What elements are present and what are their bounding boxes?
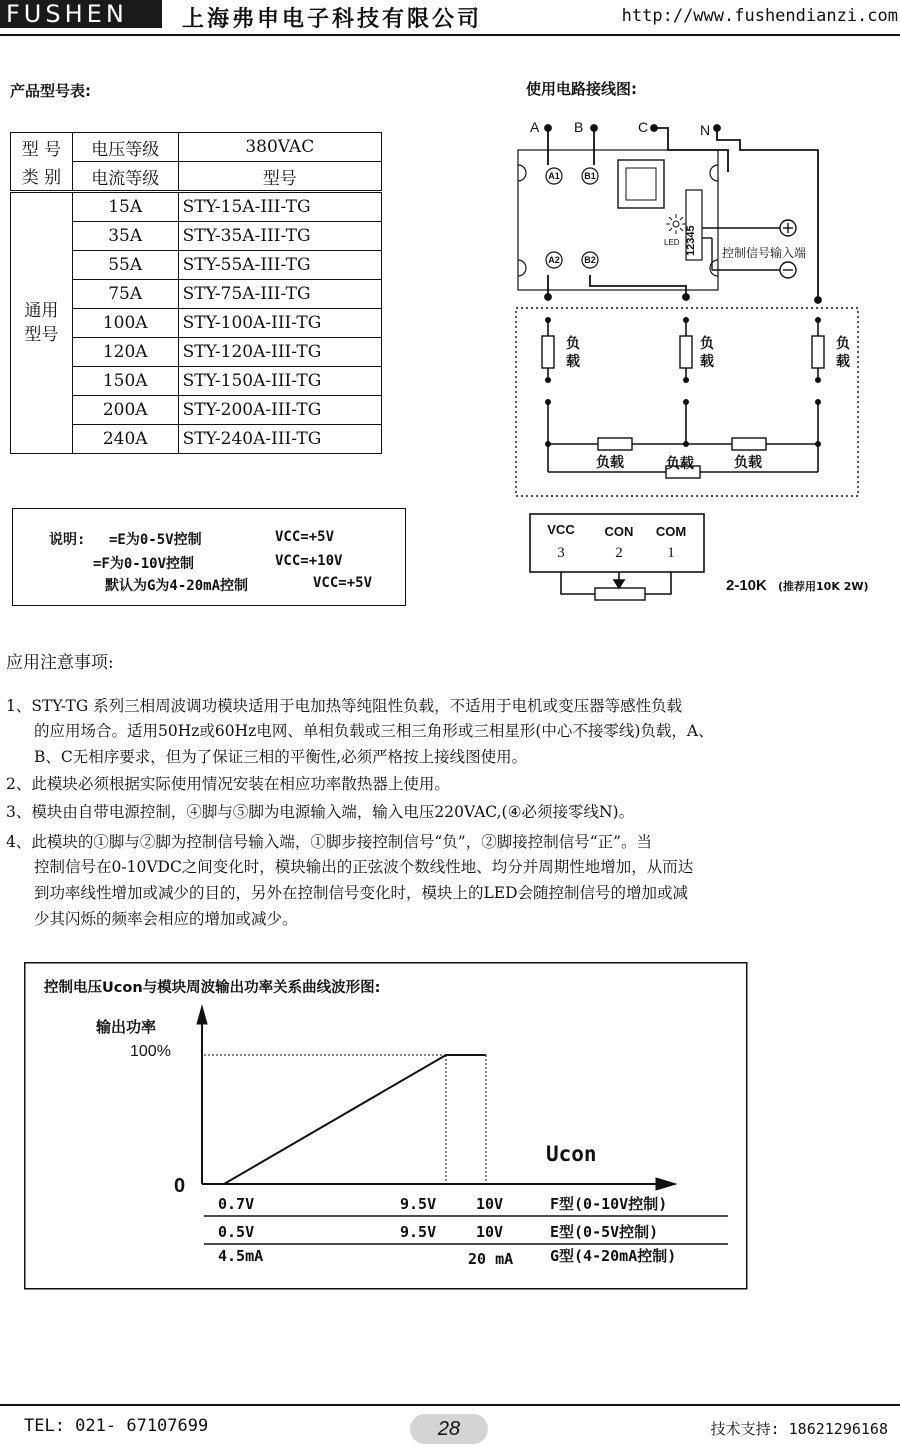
notes-line: 1、STY-TG 系列三相周波调功模块适用于电加热等纯阻性负载，不适用于电机或变压器等感性负载 (6, 697, 683, 715)
table-row-model: STY-100A-III-TG (178, 309, 381, 338)
load-label-3a: 负 (836, 336, 850, 352)
origin-label: 0 (174, 1175, 186, 1197)
note-g-text: 默认为G为4-20mA控制 (105, 578, 249, 594)
table-row-current: 75A (72, 280, 178, 309)
pot-note: (推荐用10K 2W) (778, 580, 869, 593)
g-end: 20 mA (468, 1250, 514, 1268)
load-label-1a: 负 (566, 336, 580, 352)
power-curve-line (224, 1055, 486, 1184)
terminal-a-label: A (530, 119, 540, 135)
wiring-diagram (500, 110, 900, 610)
e-mid: 9.5V (400, 1223, 437, 1241)
load-label-5: 负载 (734, 455, 762, 471)
table-row-model: STY-75A-III-TG (178, 280, 381, 309)
g-type: G型(4-20mA控制) (550, 1247, 677, 1265)
load-label-1b: 载 (566, 354, 580, 370)
table-row-current: 35A (72, 222, 178, 251)
wiring-title: 使用电路接线图: (526, 80, 637, 98)
table-row-model: STY-200A-III-TG (178, 396, 381, 425)
table-row-current: 240A (72, 425, 178, 454)
page-number: 28 (410, 1414, 488, 1444)
table-row-current: 15A (72, 192, 178, 222)
footer-support: 技术支持: 18621296168 (710, 1420, 888, 1438)
model-table (10, 132, 382, 454)
f-mid: 9.5V (400, 1195, 437, 1213)
f-start: 0.7V (218, 1195, 255, 1213)
con-label: CON (604, 524, 634, 539)
notes-line: 少其闪烁的频率会相应的增加或减少。 (34, 910, 298, 928)
table-row-model: STY-15A-III-TG (178, 192, 381, 222)
company-name: 上海弗申电子科技有限公司 (182, 7, 483, 32)
led-label: LED (664, 238, 680, 247)
load-label-2b: 载 (700, 354, 714, 370)
notes-line: 4、此模块的①脚与②脚为控制信号输入端，①脚步接控制信号“负”，②脚接控制信号“正”。当 (6, 833, 653, 851)
notes-line: 2、此模块必须根据实际使用情况安装在相应功率散热器上使用。 (6, 775, 450, 793)
table-row-model: STY-150A-III-TG (178, 367, 381, 396)
group-label: 通用 型号 (11, 192, 73, 454)
g-start: 4.5mA (218, 1247, 264, 1265)
brand-logo: FUSHEN (0, 0, 162, 28)
pin-b1-label: B1 (584, 171, 596, 181)
table-row-current: 200A (72, 396, 178, 425)
notes-line: 控制信号在0-10VDC之间变化时，模块输出的正弦波个数线性地、均分并周期性地增加，从而达 (34, 858, 694, 876)
pin-b2-label: B2 (584, 255, 596, 265)
note-f-vcc: VCC=+10V (275, 553, 343, 569)
control-note-box (12, 508, 406, 606)
notes-line: 3、模块由自带电源控制，④脚与⑤脚为电源输入端，输入电压220VAC,(④必须接零线N)。 (6, 803, 635, 821)
load-label-3b: 载 (836, 354, 850, 370)
notes-line: B、C无相序要求，但为了保证三相的平衡性,必须严格按上接线图使用。 (34, 748, 528, 766)
con-number: 2 (615, 545, 623, 561)
e-type: E型(0-5V控制) (550, 1223, 659, 1241)
current-label: 电流等级 (72, 162, 178, 192)
load-label-2a: 负 (700, 336, 714, 352)
table-row-model: STY-240A-III-TG (178, 425, 381, 454)
pin-a2-label: A2 (548, 255, 560, 265)
header-type-label: 型 号 (11, 133, 73, 162)
pin-a1-label: A1 (548, 171, 560, 181)
table-row-model: STY-120A-III-TG (178, 338, 381, 367)
note-e-vcc: VCC=+5V (275, 529, 335, 545)
y-axis-label: 输出功率 (96, 1018, 157, 1036)
x-axis-label: Ucon (546, 1142, 597, 1166)
terminal-n-label: N (700, 122, 711, 138)
notes-line: 的应用场合。适用50Hz或60Hz电网、单相负载或三相三角形或三相星形(中心不接零线)负载，A、 (34, 722, 714, 740)
com-number: 1 (667, 545, 675, 561)
terminal-c-label: C (638, 119, 649, 135)
note-label: 说明: (49, 532, 86, 548)
notes-line: 到功率线性增加或减少的目的，另外在控制信号变化时，模块上的LED会随控制信号的增加或减 (34, 884, 689, 902)
vcc-number: 3 (557, 545, 565, 561)
y-max-label: 100% (130, 1043, 171, 1060)
pot-value: 2-10K (726, 577, 767, 594)
header-rule (0, 34, 900, 36)
table-row-model: STY-55A-III-TG (178, 251, 381, 280)
f-end: 10V (476, 1195, 504, 1213)
note-e-text: =E为0-5V控制 (109, 532, 202, 548)
voltage-value: 380VAC (178, 133, 381, 162)
header-class-label: 类 别 (11, 162, 73, 192)
com-label: COM (655, 524, 687, 539)
table-row-current: 100A (72, 309, 178, 338)
website-url[interactable]: http://www.fushendianzi.com (621, 6, 898, 26)
voltage-label: 电压等级 (72, 133, 178, 162)
footer-rule (0, 1404, 900, 1406)
vcc-label: VCC (547, 522, 575, 537)
power-curve-figure (24, 962, 750, 1292)
footer-tel: TEL: 021- 67107699 (24, 1416, 209, 1436)
terminal-b-label: B (574, 119, 584, 135)
table-row-current: 150A (72, 367, 178, 396)
note-f-text: =F为0-10V控制 (93, 556, 195, 572)
table-row-current: 120A (72, 338, 178, 367)
model-label: 型号 (178, 162, 381, 192)
e-end: 10V (476, 1223, 504, 1241)
load-label-6: 负载 (666, 456, 694, 472)
table-row-current: 55A (72, 251, 178, 280)
table-row-model: STY-35A-III-TG (178, 222, 381, 251)
load-label-4: 负载 (596, 455, 624, 471)
pin-numbers: 12345 (685, 225, 697, 256)
e-start: 0.5V (218, 1223, 255, 1241)
note-g-vcc: VCC=+5V (313, 575, 373, 591)
control-input-label: 控制信号输入端 (722, 246, 807, 260)
curve-title: 控制电压Ucon与模块周波输出功率关系曲线波形图: (44, 980, 381, 996)
f-type: F型(0-10V控制) (550, 1195, 668, 1213)
notes-title: 应用注意事项: (6, 653, 114, 673)
model-table-title: 产品型号表: (10, 82, 91, 100)
